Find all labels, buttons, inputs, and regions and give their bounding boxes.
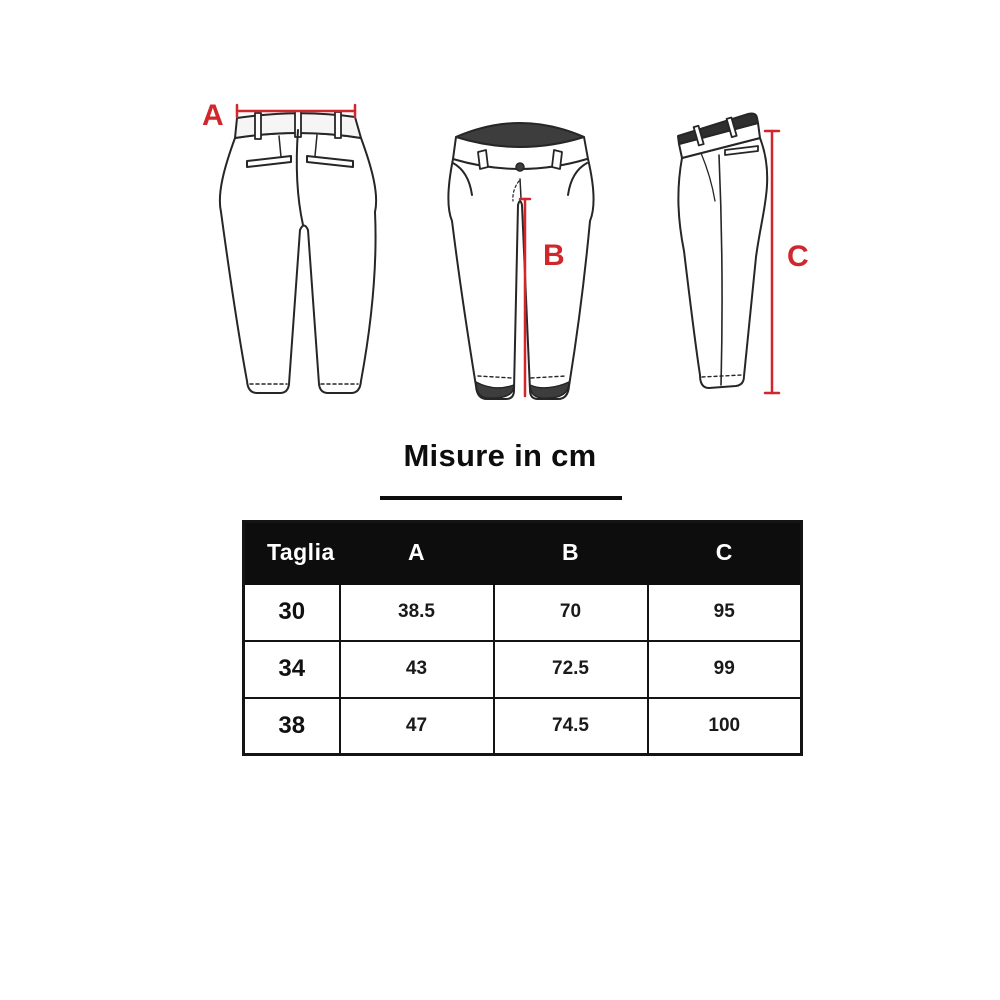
pants-side-silhouette xyxy=(678,138,767,388)
measure-label-b: B xyxy=(543,239,566,272)
table-header-row xyxy=(244,522,802,584)
waist-button xyxy=(516,163,524,171)
size-table xyxy=(242,520,803,756)
measure-c-value: 99 xyxy=(648,641,802,698)
measure-c-value: 100 xyxy=(648,698,802,755)
table-row-size-34 xyxy=(244,641,802,698)
belt-loop xyxy=(335,112,341,138)
table-row-size-38 xyxy=(244,698,802,755)
title-underline xyxy=(380,496,622,500)
col-header-taglia: Taglia xyxy=(244,522,340,584)
col-header-a: A xyxy=(340,522,494,584)
size-value: 38 xyxy=(244,698,340,755)
belt-loop xyxy=(552,150,562,169)
pants-back-view-drawing xyxy=(203,100,383,405)
table-row-size-30 xyxy=(244,584,802,641)
size-value: 30 xyxy=(244,584,340,641)
belt-loop xyxy=(255,113,261,139)
page-title: Misure in cm xyxy=(403,438,597,473)
size-value: 34 xyxy=(244,641,340,698)
belt-loop xyxy=(478,150,488,169)
measure-b-value: 72.5 xyxy=(494,641,648,698)
measure-label-c: C xyxy=(787,240,810,273)
col-header-c: C xyxy=(648,522,802,584)
measure-label-a: A xyxy=(202,99,225,132)
measure-a-value: 47 xyxy=(340,698,494,755)
measure-a-value: 43 xyxy=(340,641,494,698)
measure-c-value: 95 xyxy=(648,584,802,641)
pants-front-view-drawing xyxy=(440,105,600,405)
pants-back-silhouette xyxy=(220,133,376,393)
measure-a-value: 38.5 xyxy=(340,584,494,641)
center-front-seam xyxy=(520,179,521,198)
measure-b-value: 70 xyxy=(494,584,648,641)
measure-b-value: 74.5 xyxy=(494,698,648,755)
col-header-b: B xyxy=(494,522,648,584)
